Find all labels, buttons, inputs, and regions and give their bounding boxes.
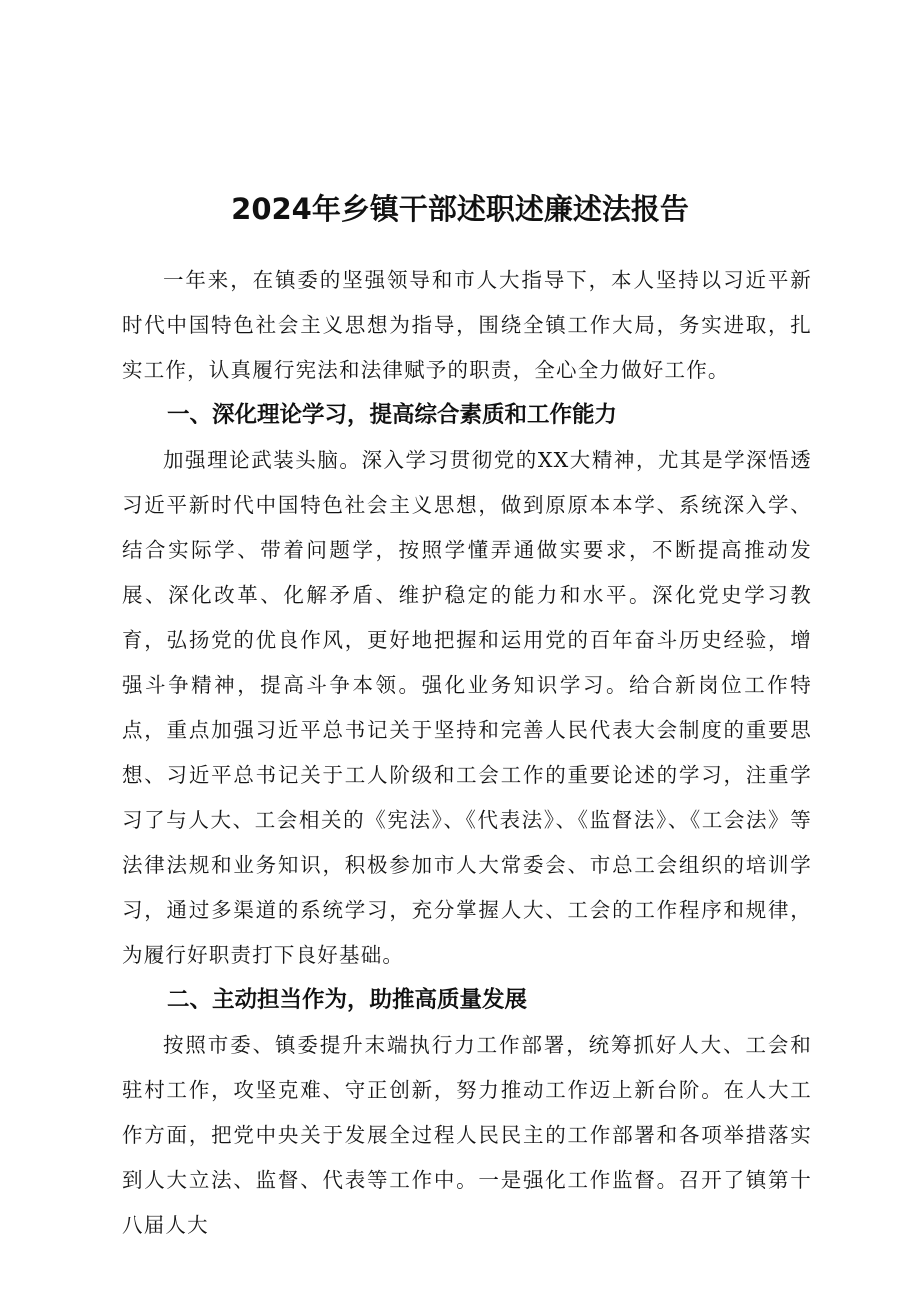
document-title: 2024年乡镇干部述职述廉述法报告 bbox=[231, 192, 689, 227]
intro-paragraph: 一年来，在镇委的坚强领导和市人大指导下，本人坚持以习近平新时代中国特色社会主义思想为指导，围绕全镇工作大局，务实进取，扎实工作，认真履行宪法和法律赋予的职责，全心全力做好工作。 bbox=[122, 268, 812, 382]
section-1-paragraph: 加强理论武装头脑。深入学习贯彻党的XX大精神，尤其是学深悟透习近平新时代中国特色社会主义思想，做到原原本本学、系统深入学、结合实际学、带着问题学，按照学懂弄通做实要求，不断提高推动发展、深化改革、化解矛盾、维护稳定的能力和水平。深化党史学习教育，弘扬党的优良作风，更好地把握和运用党的百年奋斗历史经验，增强斗争精神，提高斗争本领。强化业务知识学习。给合新岗位工作特点，重点加强习近平总书记关于坚持和完善人民代表大会制度的重要思想、习近平总书记关于工人阶级和工会工作的重要论述的学习，注重学习了与人大、工会相关的《宪法》、《代表法》、《监督法》、《工会法》等法律法规和业务知识，积极参加市人大常委会、市总工会组织的培训学习，通过多渠道的系统学习，充分掌握人大、工会的工作程序和规律，为履行好职责打下良好基础。 bbox=[122, 448, 812, 967]
section-2-paragraph: 按照市委、镇委提升末端执行力工作部署，统筹抓好人大、工会和驻村工作，攻坚克难、守正创新，努力推动工作迈上新台阶。在人大工作方面，把党中央关于发展全过程人民民主的工作部署和各项举措落实到人大立法、监督、代表等工作中。一是强化工作监督。召开了镇第十八届人大 bbox=[122, 1033, 812, 1237]
section-2-heading: 二、主动担当作为，助推高质量发展 bbox=[167, 987, 528, 1013]
document-body bbox=[122, 258, 812, 1248]
section-1-heading: 一、深化理论学习，提高综合素质和工作能力 bbox=[167, 402, 618, 428]
